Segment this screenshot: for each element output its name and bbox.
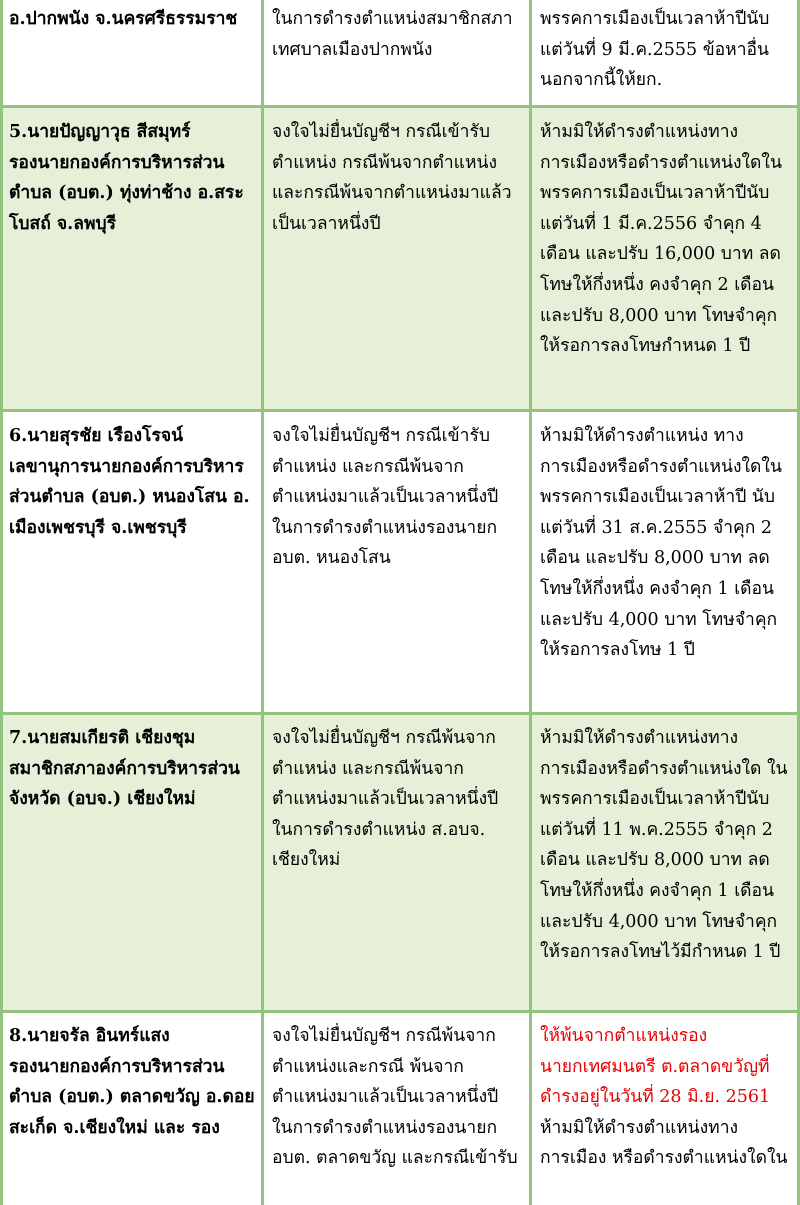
text-line: ในการดำรงตำแหน่งสมาชิกสภา	[272, 9, 513, 29]
text-line: ในการดำรงตำแหน่งรองนายก	[272, 517, 498, 538]
text-line: การเมืองหรือดำรงตำแหน่งใดใน	[540, 152, 782, 173]
highlight-text-line: ให้พ้นจากตำแหน่งรอง	[540, 1026, 708, 1046]
text-line: แต่วันที่ 11 พ.ค.2555 จำคุก 2	[540, 819, 773, 840]
text-line: โทษให้กึ่งหนึ่ง คงจำคุก 1 เดือน	[540, 578, 775, 599]
text-line: เป็นเวลาหนึ่งปี	[272, 213, 381, 234]
text-line: 5.นายปัญญาวุธ สีสมุทร์	[9, 122, 191, 142]
text-line: ตำแหน่งและกรณี พ้นจาก	[272, 1056, 464, 1077]
text-line: เลขานุการนายกองค์การบริหาร	[9, 456, 244, 477]
offense-cell	[272, 1021, 522, 1174]
text-line: ในการดำรงตำแหน่งรองนายก	[272, 1117, 498, 1138]
text-line: ตำแหน่ง กรณีพ้นจากตำแหน่ง	[272, 152, 497, 173]
text-line: ตำแหน่งมาแล้วเป็นเวลาหนึ่งปี	[272, 1087, 499, 1108]
text-line: อบต. หนองโสน	[272, 548, 391, 569]
text-line: จงใจไม่ยื่นบัญชีฯ กรณีเข้ารับ	[272, 122, 490, 142]
text-line: อ.ปากพนัง จ.นครศรีธรรมราช	[9, 9, 238, 29]
text-line: ห้ามมิให้ดำรงตำแหน่งทาง	[540, 122, 739, 142]
text-line: การเมือง หรือดำรงตำแหน่งใดใน	[540, 1148, 788, 1169]
text-line: โทษให้กึ่งหนึ่ง คงจำคุก 1 เดือน	[540, 880, 775, 901]
offense-cell	[272, 421, 522, 574]
text-line: ตำแหน่งมาแล้วเป็นเวลาหนึ่งปี	[272, 789, 499, 810]
text-line: โทษให้กึ่งหนึ่ง คงจำคุก 2 เดือน	[540, 274, 775, 295]
text-line: และกรณีพ้นจากตำแหน่งมาแล้ว	[272, 183, 512, 204]
text-line: จงใจไม่ยื่นบัญชีฯ กรณีพ้นจาก	[272, 1026, 496, 1046]
verdict-cell	[540, 4, 795, 96]
text-line: จงใจไม่ยื่นบัญชีฯ กรณีเข้ารับ	[272, 426, 490, 446]
row-divider	[0, 105, 800, 108]
column-divider	[529, 0, 532, 1205]
verdict-cell	[540, 117, 795, 362]
text-line: สะเก็ด จ.เชียงใหม่ และ รอง	[9, 1117, 220, 1138]
offense-cell	[272, 4, 522, 65]
text-line: พรรคการเมืองเป็นเวลาห้าปีนับ	[540, 183, 770, 204]
text-line: ห้ามมิให้ดำรงตำแหน่งทาง	[540, 1117, 739, 1138]
text-line: จงใจไม่ยื่นบัญชีฯ กรณีพ้นจาก	[272, 728, 496, 748]
text-line: ส่วนตำบล (อบต.) หนองโสน อ.	[9, 487, 250, 508]
text-line: และปรับ 8,000 บาท โทษจำคุก	[540, 305, 778, 326]
text-line: 8.นายจรัล อินทร์แสง	[9, 1026, 170, 1046]
text-line: การเมืองหรือดำรงตำแหน่งใด ใน	[540, 758, 788, 779]
text-line: อบต. ตลาดขวัญ และกรณีเข้ารับ	[272, 1148, 518, 1169]
text-line: ให้รอการลงโทษกำหนด 1 ปี	[540, 336, 751, 357]
text-line: แต่วันที่ 1 มี.ค.2556 จำคุก 4	[540, 213, 762, 234]
text-line: เดือน และปรับ 16,000 บาท ลด	[540, 244, 781, 265]
text-line: และปรับ 4,000 บาท โทษจำคุก	[540, 609, 778, 630]
text-line: ตำแหน่ง และกรณีพ้นจาก	[272, 456, 464, 477]
text-line: พรรคการเมืองเป็นเวลาห้าปีนับ	[540, 9, 770, 29]
text-line: จังหวัด (อบจ.) เชียงใหม่	[9, 789, 196, 810]
text-line: ในการดำรงตำแหน่ง ส.อบจ.	[272, 819, 486, 840]
text-line: เมืองเพชรบุรี จ.เพชรบุรี	[9, 517, 187, 538]
column-divider	[261, 0, 264, 1205]
text-line: เดือน และปรับ 8,000 บาท ลด	[540, 548, 770, 569]
text-line: 6.นายสุรชัย เรืองโรจน์	[9, 426, 184, 446]
column-divider	[0, 0, 3, 1205]
verdict-cell	[540, 421, 795, 666]
text-line: ให้รอการลงโทษไว้มีกำหนด 1 ปี	[540, 942, 781, 963]
text-line: สมาชิกสภาองค์การบริหารส่วน	[9, 758, 240, 779]
text-line: การเมืองหรือดำรงตำแหน่งใดใน	[540, 456, 782, 477]
person-cell	[9, 117, 255, 239]
text-line: นอกจากนี้ให้ยก.	[540, 70, 663, 91]
text-line: และปรับ 4,000 บาท โทษจำคุก	[540, 911, 778, 932]
verdict-cell	[540, 1021, 795, 1174]
text-line: พรรคการเมืองเป็นเวลาห้าปีนับ	[540, 789, 770, 810]
text-line: เดือน และปรับ 8,000 บาท ลด	[540, 850, 770, 871]
text-line: แต่วันที่ 9 มี.ค.2555 ข้อหาอื่น	[540, 39, 770, 60]
text-line: 7.นายสมเกียรติ เชียงชุม	[9, 728, 196, 748]
verdict-cell	[540, 723, 795, 968]
text-line: ตำบล (อบต.) ทุ่งท่าช้าง อ.สระ	[9, 183, 244, 204]
text-line: เทศบาลเมืองปากพนัง	[272, 39, 433, 60]
highlight-text-line: นายกเทศมนตรี ต.ตลาดขวัญที่	[540, 1056, 770, 1077]
person-cell	[9, 4, 255, 35]
text-line: พรรคการเมืองเป็นเวลาห้าปี นับ	[540, 487, 775, 508]
highlight-text-line: ดำรงอยู่ในวันที่ 28 มิ.ย. 2561	[540, 1087, 771, 1108]
text-line: แต่วันที่ 31 ส.ค.2555 จำคุก 2	[540, 517, 773, 538]
text-line: ห้ามมิให้ดำรงตำแหน่งทาง	[540, 728, 739, 748]
person-cell	[9, 421, 255, 543]
text-line: เชียงใหม่	[272, 850, 341, 871]
offense-cell	[272, 117, 522, 239]
text-line: รองนายกองค์การบริหารส่วน	[9, 152, 225, 173]
person-cell	[9, 1021, 255, 1143]
offense-cell	[272, 723, 522, 876]
row-divider	[0, 1010, 800, 1013]
text-line: ตำบล (อบต.) ตลาดขวัญ อ.ดอย	[9, 1087, 255, 1108]
row-divider	[0, 712, 800, 715]
person-cell	[9, 723, 255, 815]
text-line: ตำแหน่งมาแล้วเป็นเวลาหนึ่งปี	[272, 487, 499, 508]
text-line: ห้ามมิให้ดำรงตำแหน่ง ทาง	[540, 426, 744, 446]
text-line: โบสถ์ จ.ลพบุรี	[9, 213, 116, 234]
row-divider	[0, 409, 800, 412]
text-line: รองนายกองค์การบริหารส่วน	[9, 1056, 225, 1077]
text-line: ตำแหน่ง และกรณีพ้นจาก	[272, 758, 464, 779]
text-line: ให้รอการลงโทษ 1 ปี	[540, 640, 695, 661]
